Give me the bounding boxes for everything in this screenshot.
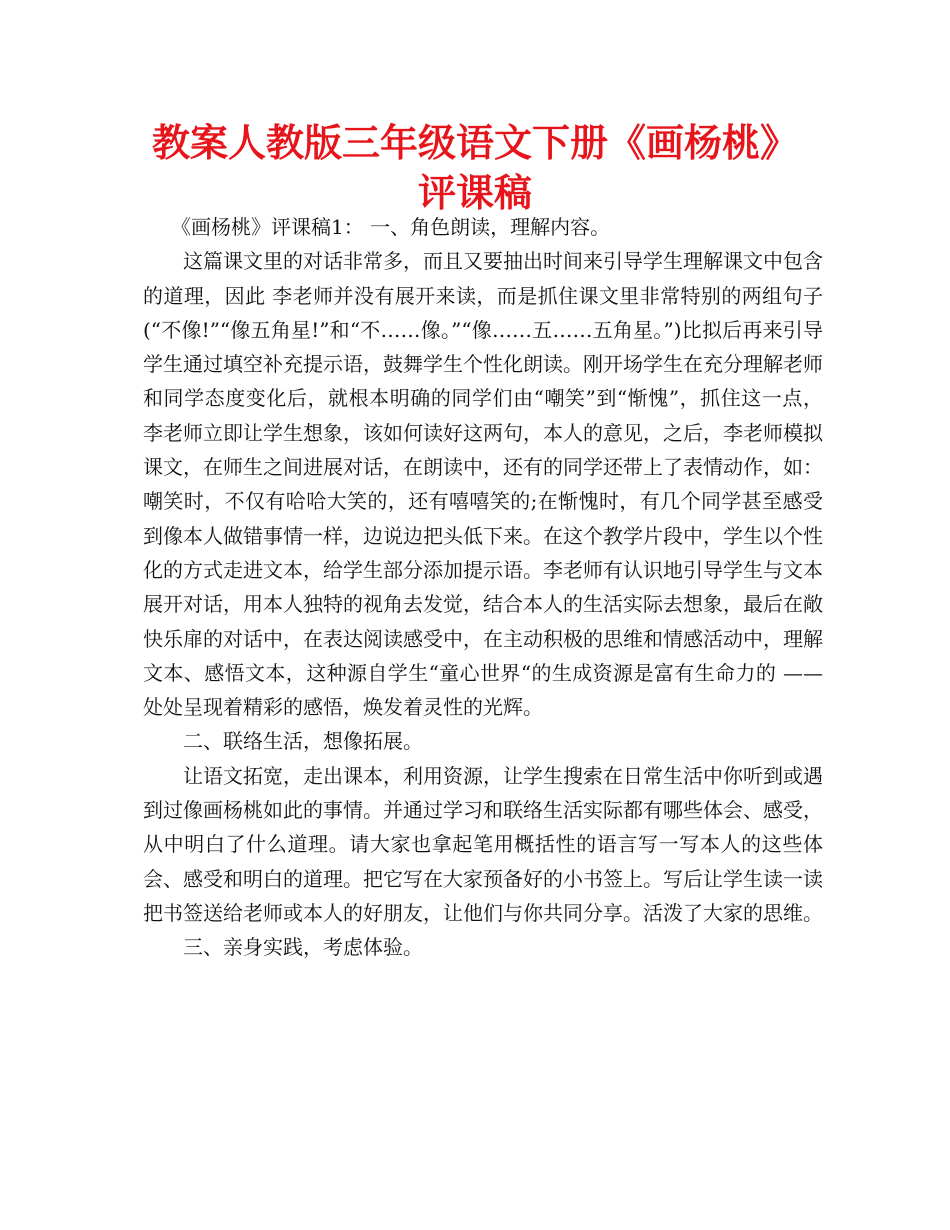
section-heading-3: 三、亲身实践，考虑体验。 (183, 935, 423, 960)
paragraph-role-reading: 这篇课文里的对话非常多，而且又要抽出时间来引导学生理解课文中包含的道理，因此 李老师并没有展开来读，而是抓住课文里非常特别的两组句子(“不像!”“像五角星!”和“不……像。”“像……五……五角星。”)比拟后再来引导学生通过填空补充提示语，鼓舞学生个性化朗读。刚开场学生在充分理解老师和同学态度变化后，就根本明确的同学们由“嘲笑”到“惭愧”，抓住这一点，李老师立即让学生想象，该如何读好这两句，本人的意见，之后，李老师模拟课文，在师生之间进展对话，在朗读中，还有的同学还带上了表情动作，如：嘲笑时，不仅有哈哈大笑的，还有嘻嘻笑的;在惭愧时，有几个同学甚至感受到像本人做错事情一样，边说边把头低下来。在这个教学片段中，学生以个性化的方式走进文本，给学生部分添加提示语。李老师有认识地引导学生与文本展开对话，用本人独特的视角去发觉，结合本人的生活实际去想象，最后在敞快乐扉的对话中，在表达阅读感受中，在主动积极的思维和情感活动中，理解文本、感悟文本，这种源自学生“童心世界“的生成资源是富有生命力的 —— 处处呈现着精彩的感悟，焕发着灵性的光辉。 (143, 249, 823, 720)
paragraph-intro: 《画杨桃》评课稿1： 一、角色朗读，理解内容。 (171, 215, 611, 239)
document-title: 教案人教版三年级语文下册《画杨桃》评课稿 (151, 121, 798, 215)
document-body (143, 210, 823, 965)
section-heading-2: 二、联络生活，想像拓展。 (183, 729, 423, 754)
paragraph-life-connection: 让语文拓宽，走出课本，利用资源，让学生搜索在日常生活中你听到或遇到过像画杨桃如此的事情。并通过学习和联络生活实际都有哪些体会、感受，从中明白了什么道理。请大家也拿起笔用概括性的语言写一写本人的这些体会、感受和明白的道理。把它写在大家预备好的小书签上。写后让学生读一读把书签送给老师或本人的好朋友，让他们与你共同分享。活泼了大家的思维。 (143, 763, 823, 925)
